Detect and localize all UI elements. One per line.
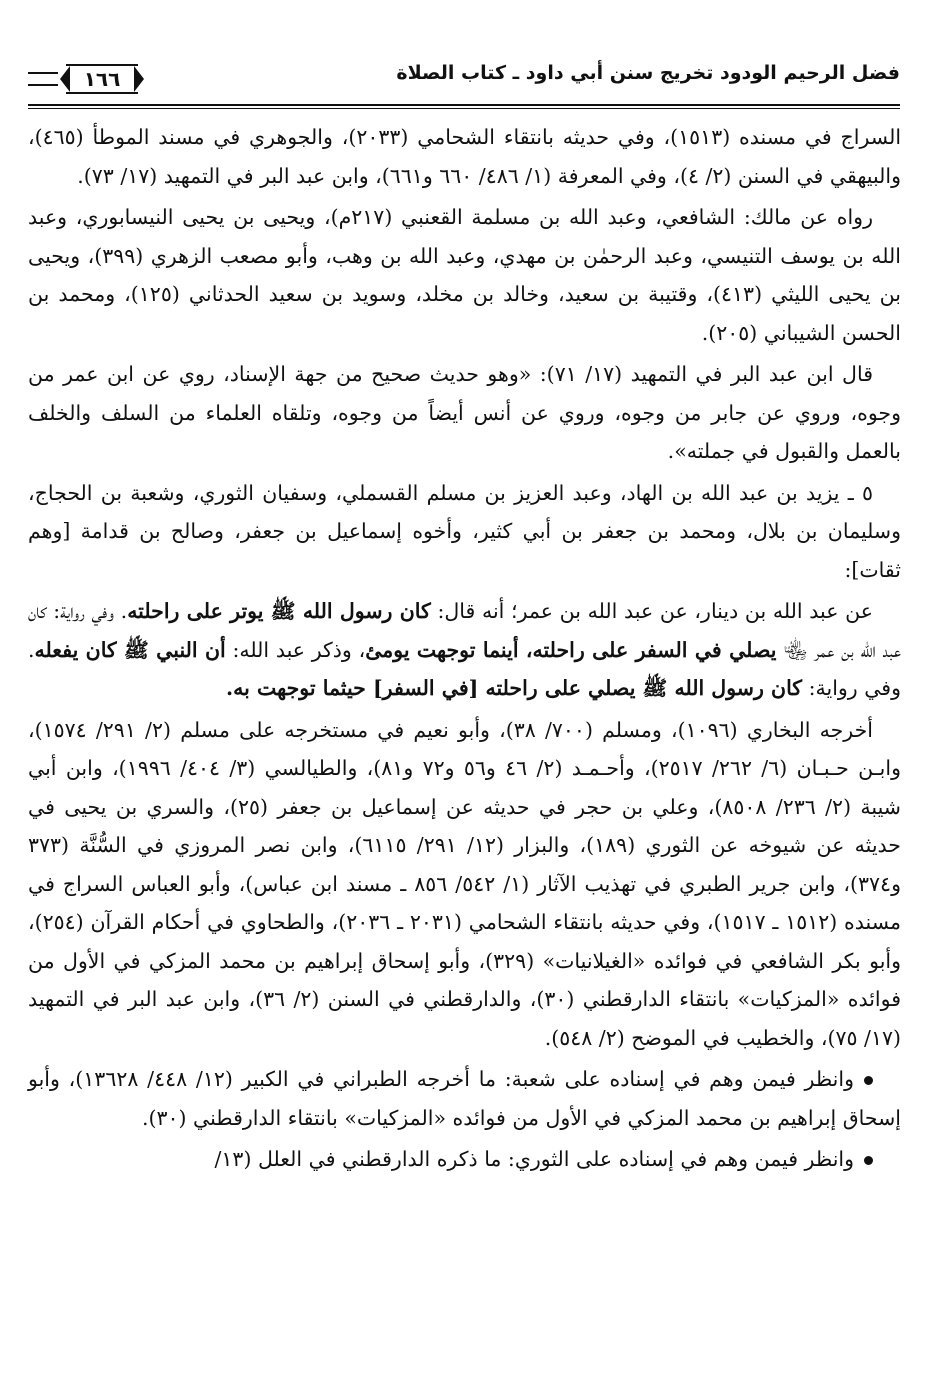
page-header — [28, 58, 900, 104]
hadith-text-bold: يصلي في السفر على راحلته، أينما توجهت يومئ — [365, 637, 777, 662]
paragraph: قال ابن عبد البر في التمهيد (١٧/ ٧١): «وهو حديث صحيح من جهة الإسناد، روي عن ابن عمر من وجوه، وروي عن جابر من وجوه، وروي عن أنس أيضاً من وجوه، وتلقاه العلماء من السلف والخلف بالعمل والقبول في جملته». — [28, 362, 901, 463]
body-text — [28, 118, 901, 1182]
bullet-text: وانظر فيمن وهم في إسناده على الثوري: ما ذكره الدارقطني في العلل (١٣/ — [214, 1147, 854, 1171]
text-run: عن عبد الله بن دينار، عن عبد الله بن عمر؛ أنه قال: — [430, 599, 873, 623]
paragraph: ٥ ـ يزيد بن عبد الله بن الهاد، وعبد العزيز بن مسلم القسملي، وسفيان الثوري، وشعبة بن الحجاج، وسليمان بن بلال، ومحمد بن جعفر بن أبي كثير، وأخوه إسماعيل بن جعفر، وصالح بن قدامة [وهم ثقات]: — [28, 480, 901, 582]
header-rule — [28, 104, 900, 106]
header-rule-thin — [28, 108, 900, 109]
bullet-icon — [864, 1076, 873, 1085]
header-ornament-lines — [28, 72, 58, 86]
bullet-paragraph — [28, 1060, 901, 1137]
bullet-icon — [864, 1156, 873, 1165]
text-run: . وفي رواية: — [28, 637, 901, 700]
page-number-text: ١٦٦ — [83, 67, 121, 91]
hadith-text-bold: كان رسول الله ﷺ يوتر على راحلته — [127, 599, 431, 623]
text-run: ، وذكر عبد الله: — [225, 637, 366, 662]
paragraph: أخرجه البخاري (١٠٩٦)، ومسلم (٧٠٠/ ٣٨)، وأبو نعيم في مستخرجه على مسلم (٢/ ٢٩١/ ١٥٧٤)، وابـن حـبـان (٦/ ٢٦٢/ ٢٥١٧)، وأحـمـد (٢/ ٤٦ و٥٦ و٧٢ و٨١)، والطيالسي (٣/ ٤٠٤/ ١٩٩٦)، وابن أبي شيبة (٢/ ٢٣٦/ ٨٥٠٨)، وعلي بن حجر في حديثه عن إسماعيل بن جعفر (٢٥)، والسري بن يحيى في حديثه عن شيوخه عن الثوري (١٨٩)، والبزار (١٢/ ٢٩١/ ٦١١٥)، وابن نصر المروزي في السُّنَّة (٣٧٣ و٣٧٤)، وابن جرير الطبري في تهذيب الآثار (١/ ٥٤٢/ ٨٥٦ ـ مسند ابن عباس)، وأبو العباس السراج في مسنده (١٥١٢ ـ ١٥١٧)، وفي حديثه بانتقاء الشحامي (٢٠٣١ ـ ٢٠٣٦)، والطحاوي في أحكام القرآن (٢٥٤)، وأبو بكر الشافعي في فوائده «الغيلانيات» (٣٢٩)، وأبو إسحاق إبراهيم بن محمد المزكي في الأول من فوائده «المزكيات» بانتقاء الدارقطني (٣٠)، والدارقطني في السنن (٢/ ٣٦)، وابن عبد البر في التمهيد (١٧/ ٧٥)، والخطيب في الموضح (٢/ ٥٤٨). — [28, 717, 901, 1050]
paragraph: السراج في مسنده (١٥١٣)، وفي حديثه بانتقاء الشحامي (٢٠٣٣)، والجوهري في مسند الموطأ (٤٦٥)، والبيهقي في السنن (٢/ ٤)، وفي المعرفة (١/ ٤٨٦/ ٦٦٠ و٦٦١)، وابن عبد البر في التمهيد (١٧/ ٧٣). — [28, 125, 902, 188]
hadith-paragraph — [28, 592, 901, 708]
hadith-text-bold: أن النبي ﷺ كان يفعله — [34, 637, 226, 662]
text-run: . وفي رواية: كان عبد الله بن عمر ﵄ — [28, 599, 902, 662]
bullet-text: وانظر فيمن وهم في إسناده على شعبة: ما أخرجه الطبراني في الكبير (١٢/ ٤٤٨/ ١٣٦٢٨)، وأبو إسحاق إبراهيم بن محمد المزكي في الأول من فوائده «المزكيات» بانتقاء الدارقطني (٣٠). — [28, 1067, 901, 1130]
page-number — [66, 64, 138, 94]
hadith-text-bold: كان رسول الله ﷺ يصلي على راحلته [في السفر] حيثما توجهت به. — [226, 676, 803, 700]
running-title: فضل الرحيم الودود تخريج سنن أبي داود ـ كتاب الصلاة — [396, 62, 900, 84]
paragraph: رواه عن مالك: الشافعي، وعبد الله بن مسلمة القعنبي (٢١٧م)، ويحيى بن يحيى النيسابوري، وعبد الله بن يوسف التنيسي، وعبد الرحمٰن بن مهدي، وعبد الله بن وهب، وأبو مصعب الزهري (٣٩٩)، ويحيى بن يحيى الليثي (٤١٣)، وقتيبة بن سعيد، وخالد بن مخلد، وسويد بن سعيد الحدثاني (١٢٥)، ومحمد بن الحسن الشيباني (٢٠٥). — [28, 205, 902, 345]
bullet-paragraph — [28, 1140, 901, 1179]
